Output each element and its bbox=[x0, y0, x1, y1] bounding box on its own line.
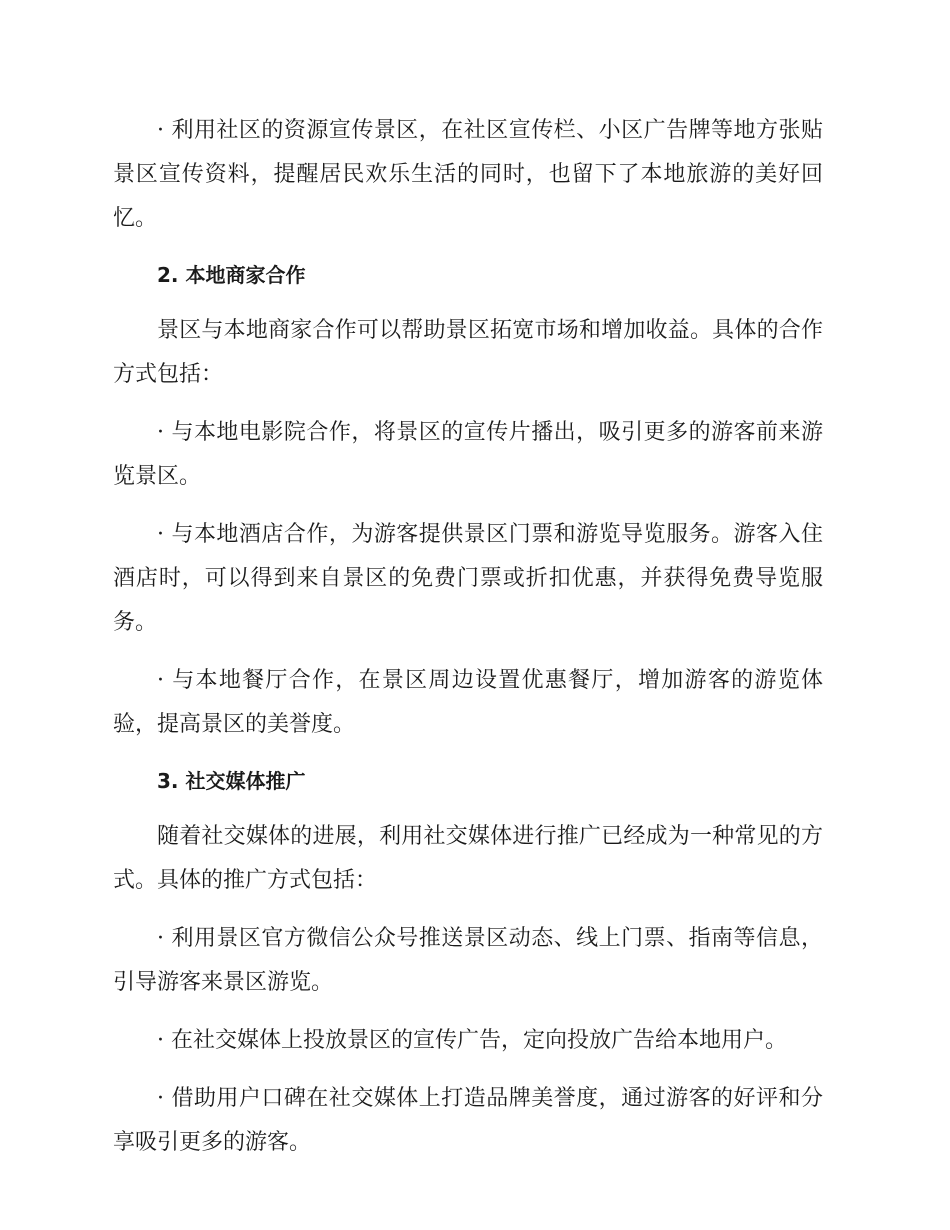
body-paragraph: 景区与本地商家合作可以帮助景区拓宽市场和增加收益。具体的合作方式包括： bbox=[113, 318, 823, 387]
section-heading: 2. 本地商家合作 bbox=[157, 263, 306, 287]
bullet-paragraph: · 与本地餐厅合作，在景区周边设置优惠餐厅，增加游客的游览体验，提高景区的美誉度。 bbox=[113, 668, 823, 737]
bullet-paragraph: · 与本地酒店合作，为游客提供景区门票和游览导览服务。游客入住酒店时，可以得到来自景区的免费门票或折扣优惠，并获得免费导览服务。 bbox=[113, 522, 823, 635]
bullet-paragraph: · 在社交媒体上投放景区的宣传广告，定向投放广告给本地用户。 bbox=[157, 1028, 787, 1053]
section-heading: 3. 社交媒体推广 bbox=[157, 769, 306, 793]
bullet-paragraph: · 利用景区官方微信公众号推送景区动态、线上门票、指南等信息，引导游客来景区游览。 bbox=[113, 926, 823, 995]
bullet-paragraph: · 利用社区的资源宣传景区，在社区宣传栏、小区广告牌等地方张贴景区宣传资料，提醒居民欢乐生活的同时，也留下了本地旅游的美好回忆。 bbox=[113, 118, 823, 231]
bullet-paragraph: · 借助用户口碑在社交媒体上打造品牌美誉度，通过游客的好评和分享吸引更多的游客。 bbox=[113, 1086, 823, 1155]
body-paragraph: 随着社交媒体的进展，利用社交媒体进行推广已经成为一种常见的方式。具体的推广方式包括： bbox=[113, 824, 823, 893]
bullet-paragraph: · 与本地电影院合作，将景区的宣传片播出，吸引更多的游客前来游览景区。 bbox=[113, 420, 823, 489]
document-body bbox=[113, 109, 823, 1165]
